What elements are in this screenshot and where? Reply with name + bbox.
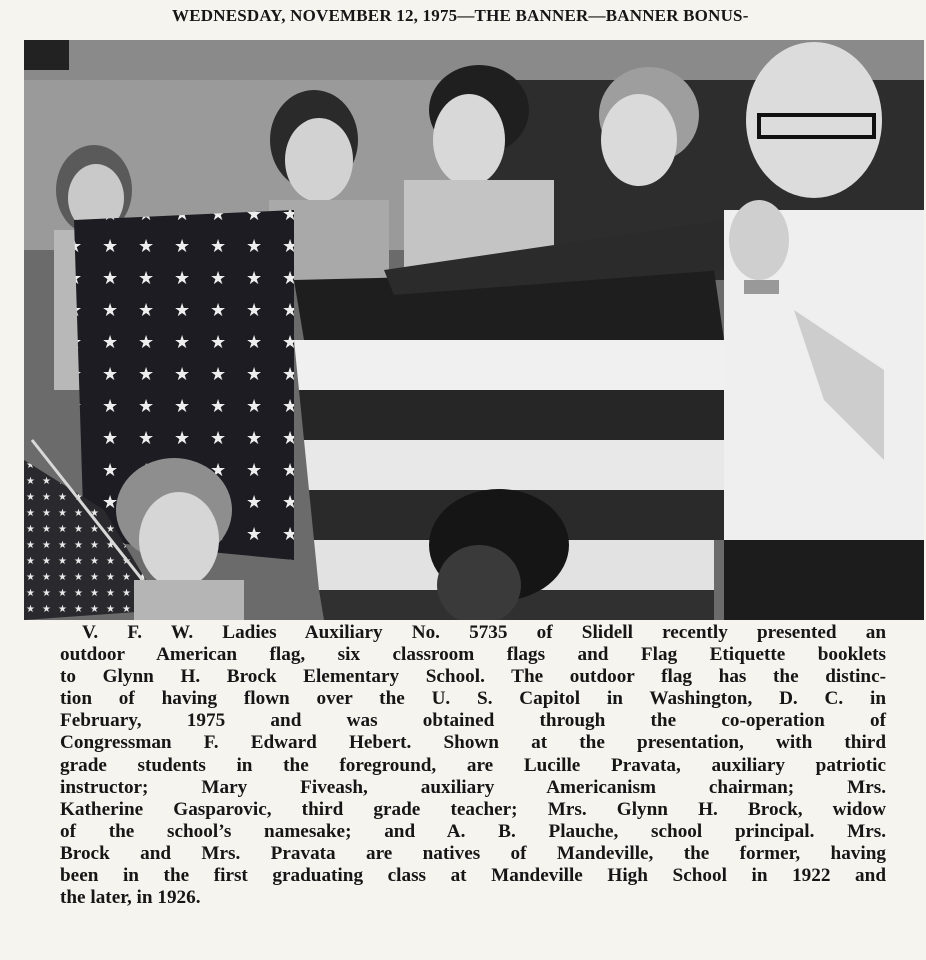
caption-line: Katherine Gasparovic, third grade teacher; Mrs. Glynn H. Brock, widow <box>60 798 886 820</box>
caption-line: outdoor American flag, six classroom flags and Flag Etiquette booklets <box>60 644 886 666</box>
caption-line: the later, in 1926. <box>60 887 201 909</box>
caption-line: grade students in the foreground, are Lucille Pravata, auxiliary patriotic <box>60 754 886 776</box>
photo-illustration <box>24 40 924 620</box>
caption-line: V. F. W. Ladies Auxiliary No. 5735 of Slidell recently presented an <box>82 622 886 643</box>
caption-line: Congressman F. Edward Hebert. Shown at the presentation, with third <box>60 732 886 754</box>
caption-line: instructor; Mary Fiveash, auxiliary Americanism chairman; Mrs. <box>60 776 886 798</box>
masthead-line: WEDNESDAY, NOVEMBER 12, 1975—THE BANNER—BANNER BONUS- <box>172 6 749 25</box>
caption-line: Brock and Mrs. Pravata are natives of Mandeville, the former, having <box>60 842 886 864</box>
caption-line: tion of having flown over the U. S. Capitol in Washington, D. C. in <box>60 688 886 710</box>
caption-line: to Glynn H. Brock Elementary School. The outdoor flag has the distinc- <box>60 666 886 688</box>
caption-line: February, 1975 and was obtained through the co-operation of <box>60 710 886 732</box>
wall-picture <box>24 40 69 70</box>
photo-caption <box>60 622 886 909</box>
caption-line: of the school’s namesake; and A. B. Plauche, school principal. Mrs. <box>60 820 886 842</box>
caption-line: been in the first graduating class at Mandeville High School in 1922 and <box>60 865 886 887</box>
news-photo <box>24 40 924 620</box>
